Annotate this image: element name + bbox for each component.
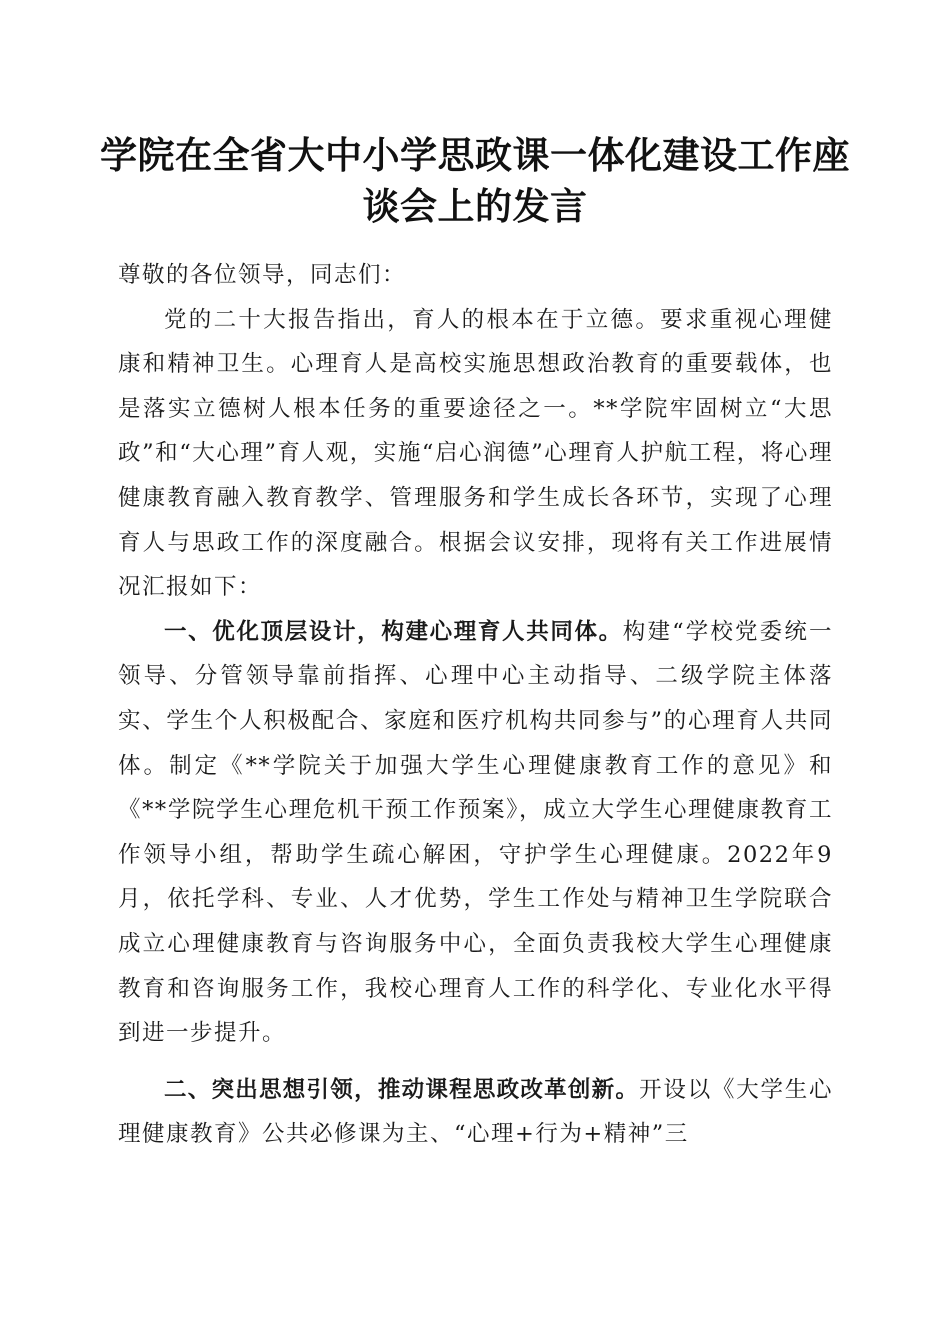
section-2-text: 开设以《大学生心理健康教育》公共必修课为主、“心理+行为+精神”三 (118, 1076, 833, 1148)
salutation: 尊敬的各位领导，同志们： (118, 262, 407, 288)
document-body (118, 253, 833, 1157)
section-2-heading: 二、突出思想引领，推动课程思政改革创新。 (164, 1076, 640, 1103)
section-2-paragraph (118, 1068, 833, 1157)
document-title (100, 130, 850, 232)
section-1-paragraph (118, 610, 833, 1056)
intro-paragraph: 党的二十大报告指出，育人的根本在于立德。要求重视心理健康和精神卫生。心理育人是高校实施思想政治教育的重要载体，也是落实立德树人根本任务的重要途径之一。**学院牢固树立“大思政”和“大心理”育人观，实施“启心润德”心理育人护航工程，将心理健康教育融入教育教学、管理服务和学生成长各环节，实现了心理育人与思政工作的深度融合。根据会议安排，现将有关工作进展情况汇报如下： (118, 306, 833, 601)
title-line-2: 谈会上的发言 (362, 184, 588, 228)
section-1-text: 构建“学校党委统一领导、分管领导靠前指挥、心理中心主动指导、二级学院主体落实、学生个人积极配合、家庭和医疗机构共同参与”的心理育人共同体。制定《**学院关于加强大学生心理健康教育工作的意见》和《**学院学生心理危机干预工作预案》，成立大学生心理健康教育工作领导小组，帮助学生疏心解困，守护学生心理健康。2022年9月，依托学科、专业、人才优势，学生工作处与精神卫生学院联合成立心理健康教育与咨询服务中心，全面负责我校大学生心理健康教育和咨询服务工作，我校心理育人工作的科学化、专业化水平得到进一步提升。 (118, 618, 833, 1047)
section-1-heading: 一、优化顶层设计，构建心理育人共同体。 (164, 618, 623, 645)
title-line-1: 学院在全省大中小学思政课一体化建设工作座 (100, 133, 850, 177)
